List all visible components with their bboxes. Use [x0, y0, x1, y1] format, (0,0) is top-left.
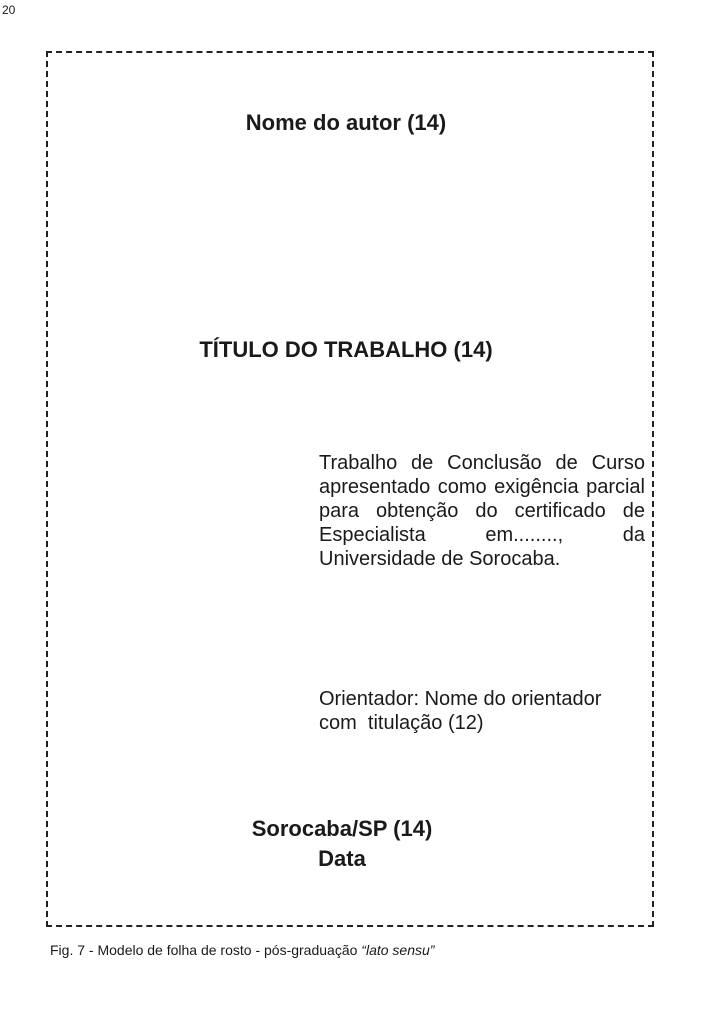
city-line: Sorocaba/SP (14)	[251, 816, 433, 841]
figure-caption	[50, 941, 434, 959]
caption-emphasis: “lato sensu”	[361, 942, 435, 958]
advisor-block	[319, 687, 649, 735]
author-name: Nome do autor (14)	[245, 110, 447, 135]
work-title: TÍTULO DO TRABALHO (14)	[199, 337, 493, 362]
caption-text: Fig. 7 - Modelo de folha de rosto - pós-graduação	[50, 942, 362, 958]
advisor-title-line: com titulação (12)	[319, 712, 484, 734]
work-description: Trabalho de Conclusão de Curso apresentado como exigência parcial para obtenção do certificado de Especialista em........, da Universidade de Sorocaba.	[319, 452, 645, 570]
advisor-name-line: Orientador: Nome do orientador	[319, 688, 602, 710]
date-line: Data	[318, 846, 366, 871]
page-number: 20	[2, 3, 16, 17]
